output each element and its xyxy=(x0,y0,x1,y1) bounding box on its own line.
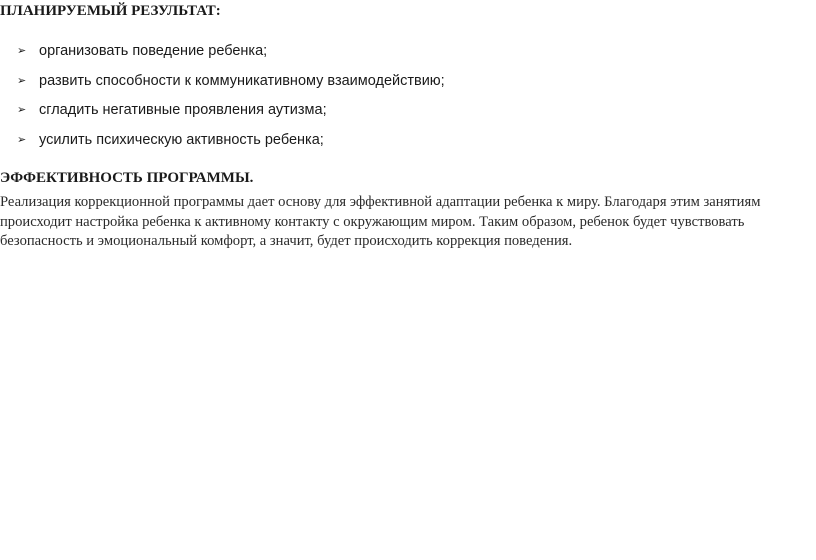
arrowhead-bullet-icon: ➢ xyxy=(17,103,27,116)
list-item-text: организовать поведение ребенка; xyxy=(39,43,268,59)
list-item xyxy=(17,131,445,149)
effectiveness-heading: ЭФФЕКТИВНОСТЬ ПРОГРАММЫ. xyxy=(0,170,254,186)
arrowhead-bullet-icon: ➢ xyxy=(17,73,27,87)
planned-result-list xyxy=(17,42,445,160)
arrowhead-bullet-icon: ➢ xyxy=(17,132,27,146)
effectiveness-paragraph: Реализация коррекционной программы дает основу для эффективной адаптации ребенка к миру. Благодаря этим занятиям происходит настройка ребенка к активному контакту с окружающим миром. Таким образом, ребенок будет чувствовать безопасность и эмоциональный комфорт, а значит, будет происходить коррекция поведения. xyxy=(0,194,761,249)
planned-result-heading: ПЛАНИРУЕМЫЙ РЕЗУЛЬТАТ: xyxy=(0,3,221,19)
arrowhead-bullet-icon: ➢ xyxy=(17,44,27,57)
list-item-text: сгладить негативные проявления аутизма; xyxy=(39,102,327,118)
list-item xyxy=(17,101,445,119)
list-item xyxy=(17,72,445,90)
list-item-text: усилить психическую активность ребенка; xyxy=(39,131,324,148)
list-item xyxy=(17,42,445,60)
list-item-text: развить способности к коммуникативному взаимодействию; xyxy=(39,72,445,89)
